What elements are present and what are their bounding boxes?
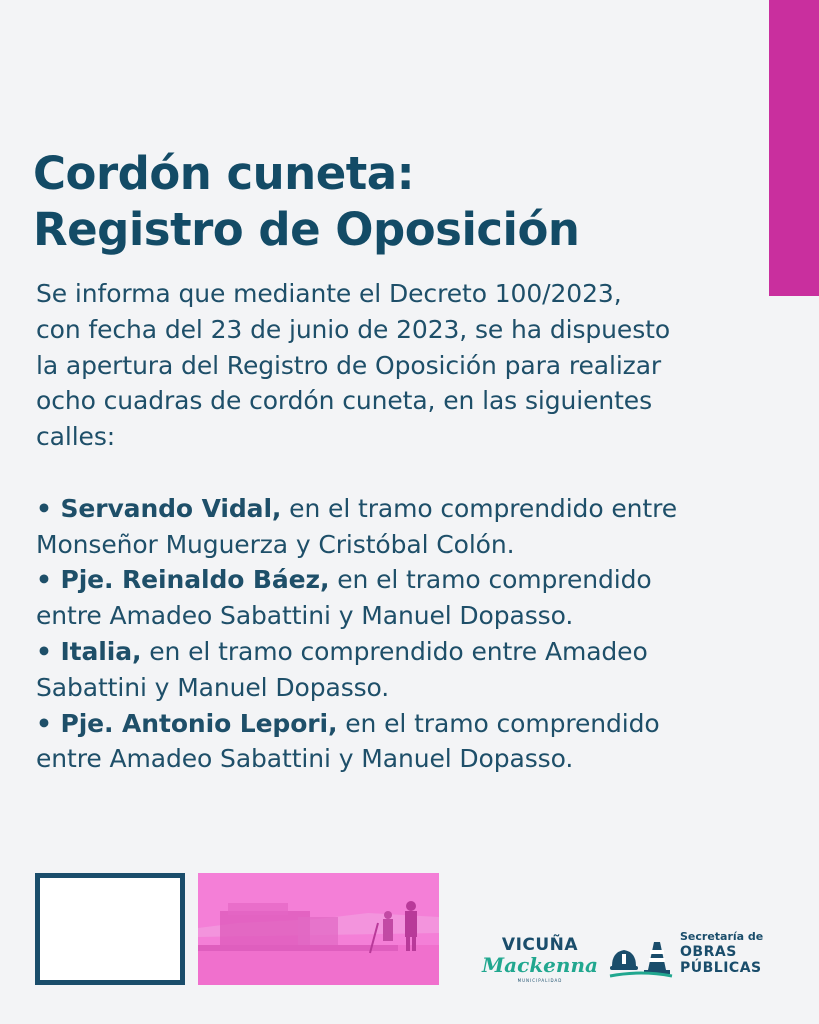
street-item-servando-vidal — [36, 491, 796, 563]
outlined-square-frame — [35, 873, 185, 985]
vicuna-mackenna-logo — [480, 935, 600, 990]
magenta-accent-bar — [769, 0, 819, 296]
street-name: • Pje. Reinaldo Báez, — [36, 565, 330, 595]
street-segment-line2: Sabattini y Manuel Dopasso. — [36, 672, 390, 702]
logo-mackenna-text: Mackenna — [482, 953, 598, 977]
street-segment-line2: entre Amadeo Sabattini y Manuel Dopasso. — [36, 601, 574, 631]
obras-publicas-logo — [680, 930, 780, 976]
announcement-body — [36, 276, 796, 777]
street-segment-line2: Monseñor Muguerza y Cristóbal Colón. — [36, 529, 515, 559]
title-line-1: Cordón cuneta: — [33, 147, 415, 200]
street-segment: en el tramo comprendido — [337, 708, 660, 738]
street-segment: en el tramo comprendido entre — [281, 493, 677, 523]
intro-paragraph — [36, 276, 796, 455]
street-segment: en el tramo comprendido — [329, 565, 652, 595]
street-list — [36, 491, 796, 777]
street-segment: en el tramo comprendido entre Amadeo — [141, 636, 648, 666]
roadwork-photo-illustration — [198, 873, 439, 985]
logo-obras-text: OBRAS — [680, 944, 737, 960]
intro-line: la apertura del Registro de Oposición para realizar — [36, 350, 662, 380]
street-item-antonio-lepori — [36, 706, 796, 778]
page-title — [33, 146, 733, 258]
street-item-reinaldo-baez — [36, 562, 796, 634]
intro-line: con fecha del 23 de junio de 2023, se ha dispuesto — [36, 314, 671, 344]
street-item-italia — [36, 634, 796, 706]
street-name: • Servando Vidal, — [36, 493, 282, 523]
logo-publicas-text: PÚBLICAS — [680, 960, 762, 976]
title-line-2: Registro de Oposición — [33, 203, 580, 256]
intro-line: calles: — [36, 422, 116, 452]
street-name: • Italia, — [36, 636, 142, 666]
logo-secretaria-text: Secretaría de — [680, 930, 764, 943]
intro-line: ocho cuadras de cordón cuneta, en las siguientes — [36, 386, 653, 416]
intro-line: Se informa que mediante el Decreto 100/2023, — [36, 279, 622, 308]
hardhat-cone-icon — [608, 936, 674, 982]
roadwork-photo — [198, 873, 439, 985]
street-name: • Pje. Antonio Lepori, — [36, 708, 338, 738]
logo-municipality-text: MUNICIPALIDAD — [517, 978, 563, 983]
street-segment-line2: entre Amadeo Sabattini y Manuel Dopasso. — [36, 744, 574, 774]
logo-vicuna-text: VICUÑA — [501, 935, 579, 955]
